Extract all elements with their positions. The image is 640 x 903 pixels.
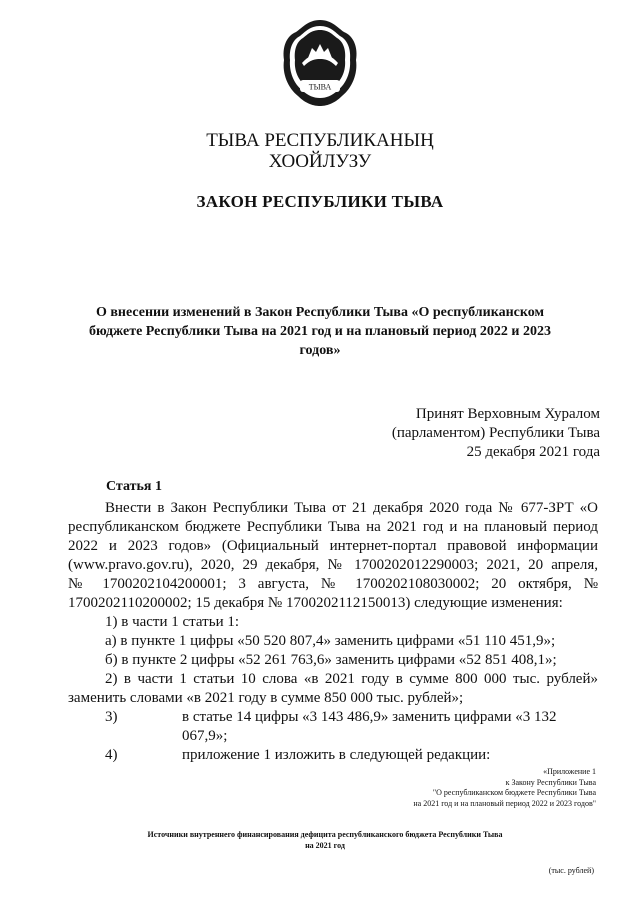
appendix-ref-line-1: «Приложение 1: [543, 767, 596, 776]
item-1b: б) в пункте 2 цифры «52 261 763,6» заменить цифрами «52 851 408,1»;: [105, 652, 557, 668]
sources-title-line-2: на 2021 год: [305, 841, 345, 850]
adoption-date: 25 декабря 2021 года: [466, 444, 600, 460]
article-heading: Статья 1: [106, 479, 162, 494]
units-label: (тыс. рублей): [548, 866, 594, 875]
appendix-ref-line-4: на 2021 год и на плановый период 2022 и 2023 годов": [413, 798, 596, 808]
intro-line-2: республиканском бюджете Республики Тыва на 2021 год и на плановый период: [68, 519, 598, 535]
item-1a: а) в пункте 1 цифры «50 520 807,4» заменить цифрами «51 110 451,9»;: [105, 633, 556, 649]
article-body: [68, 499, 598, 765]
appendix-reference: [336, 767, 596, 809]
item-3-number: 3): [105, 709, 118, 725]
emblem-text: ТЫВА: [308, 82, 332, 92]
item-2-line-2: заменить словами «в 2021 году в сумме 850 000 тыс. рублей»;: [68, 690, 464, 706]
intro-line-4: (www.pravo.gov.ru), 2020, 29 декабря, № 1700202012290003; 2021, 20 апреля,: [68, 557, 598, 573]
item-4: [68, 746, 598, 765]
adoption-note: [300, 405, 600, 462]
law-subject: О внесении изменений в Закон Республики Тыва «О республиканском бюджете Республики Тыва на 2021 год и на плановый период 2022 и 2023 годов»: [89, 305, 551, 358]
item-1: 1) в части 1 статьи 1:: [105, 614, 240, 630]
item-2-line-1: 2) в части 1 статьи 10 слова «в 2021 году в сумме 800 000 тыс. рублей»: [105, 671, 598, 687]
header-title-block: [0, 130, 640, 172]
appendix-ref-line-3: "О республиканском бюджете Республики Тыва: [432, 788, 596, 797]
adoption-line-1: Принят Верховным Хуралом: [415, 406, 600, 422]
sources-title-line-1: Источники внутреннего финансирования дефицита республиканского бюджета Республики Тыва: [147, 830, 503, 839]
law-title: ЗАКОН РЕСПУБЛИКИ ТЫВА: [196, 192, 444, 211]
intro-line-1: Внести в Закон Республики Тыва от 21 декабря 2020 года № 677-ЗРТ «О: [105, 500, 598, 516]
item-3-text: в статье 14 цифры «3 143 486,9» заменить цифрами «3 132 067,9»;: [182, 709, 557, 744]
sources-title: [100, 829, 550, 851]
tuva-emblem-icon: [280, 18, 360, 108]
header-line-1: ТЫВА РЕСПУБЛИКАНЫҢ: [206, 130, 434, 151]
adoption-line-2: (парламентом) Республики Тыва: [391, 425, 600, 441]
item-4-text: приложение 1 изложить в следующей редакции:: [182, 747, 491, 763]
intro-line-6: 1700202110200002; 15 декабря № 1700202112150013) следующие изменения:: [68, 595, 563, 611]
header-line-2: ХООЙЛУЗУ: [268, 151, 372, 172]
item-3: [68, 708, 598, 746]
intro-line-3: 2022 и 2023 годов» (Официальный интернет-портал правовой информации: [68, 538, 598, 554]
intro-line-5: № 1700202104200001; 3 августа, № 1700202108030002; 20 октября, №: [68, 576, 598, 592]
item-4-number: 4): [105, 747, 118, 763]
appendix-ref-line-2: к Закону Республики Тыва: [505, 777, 596, 787]
